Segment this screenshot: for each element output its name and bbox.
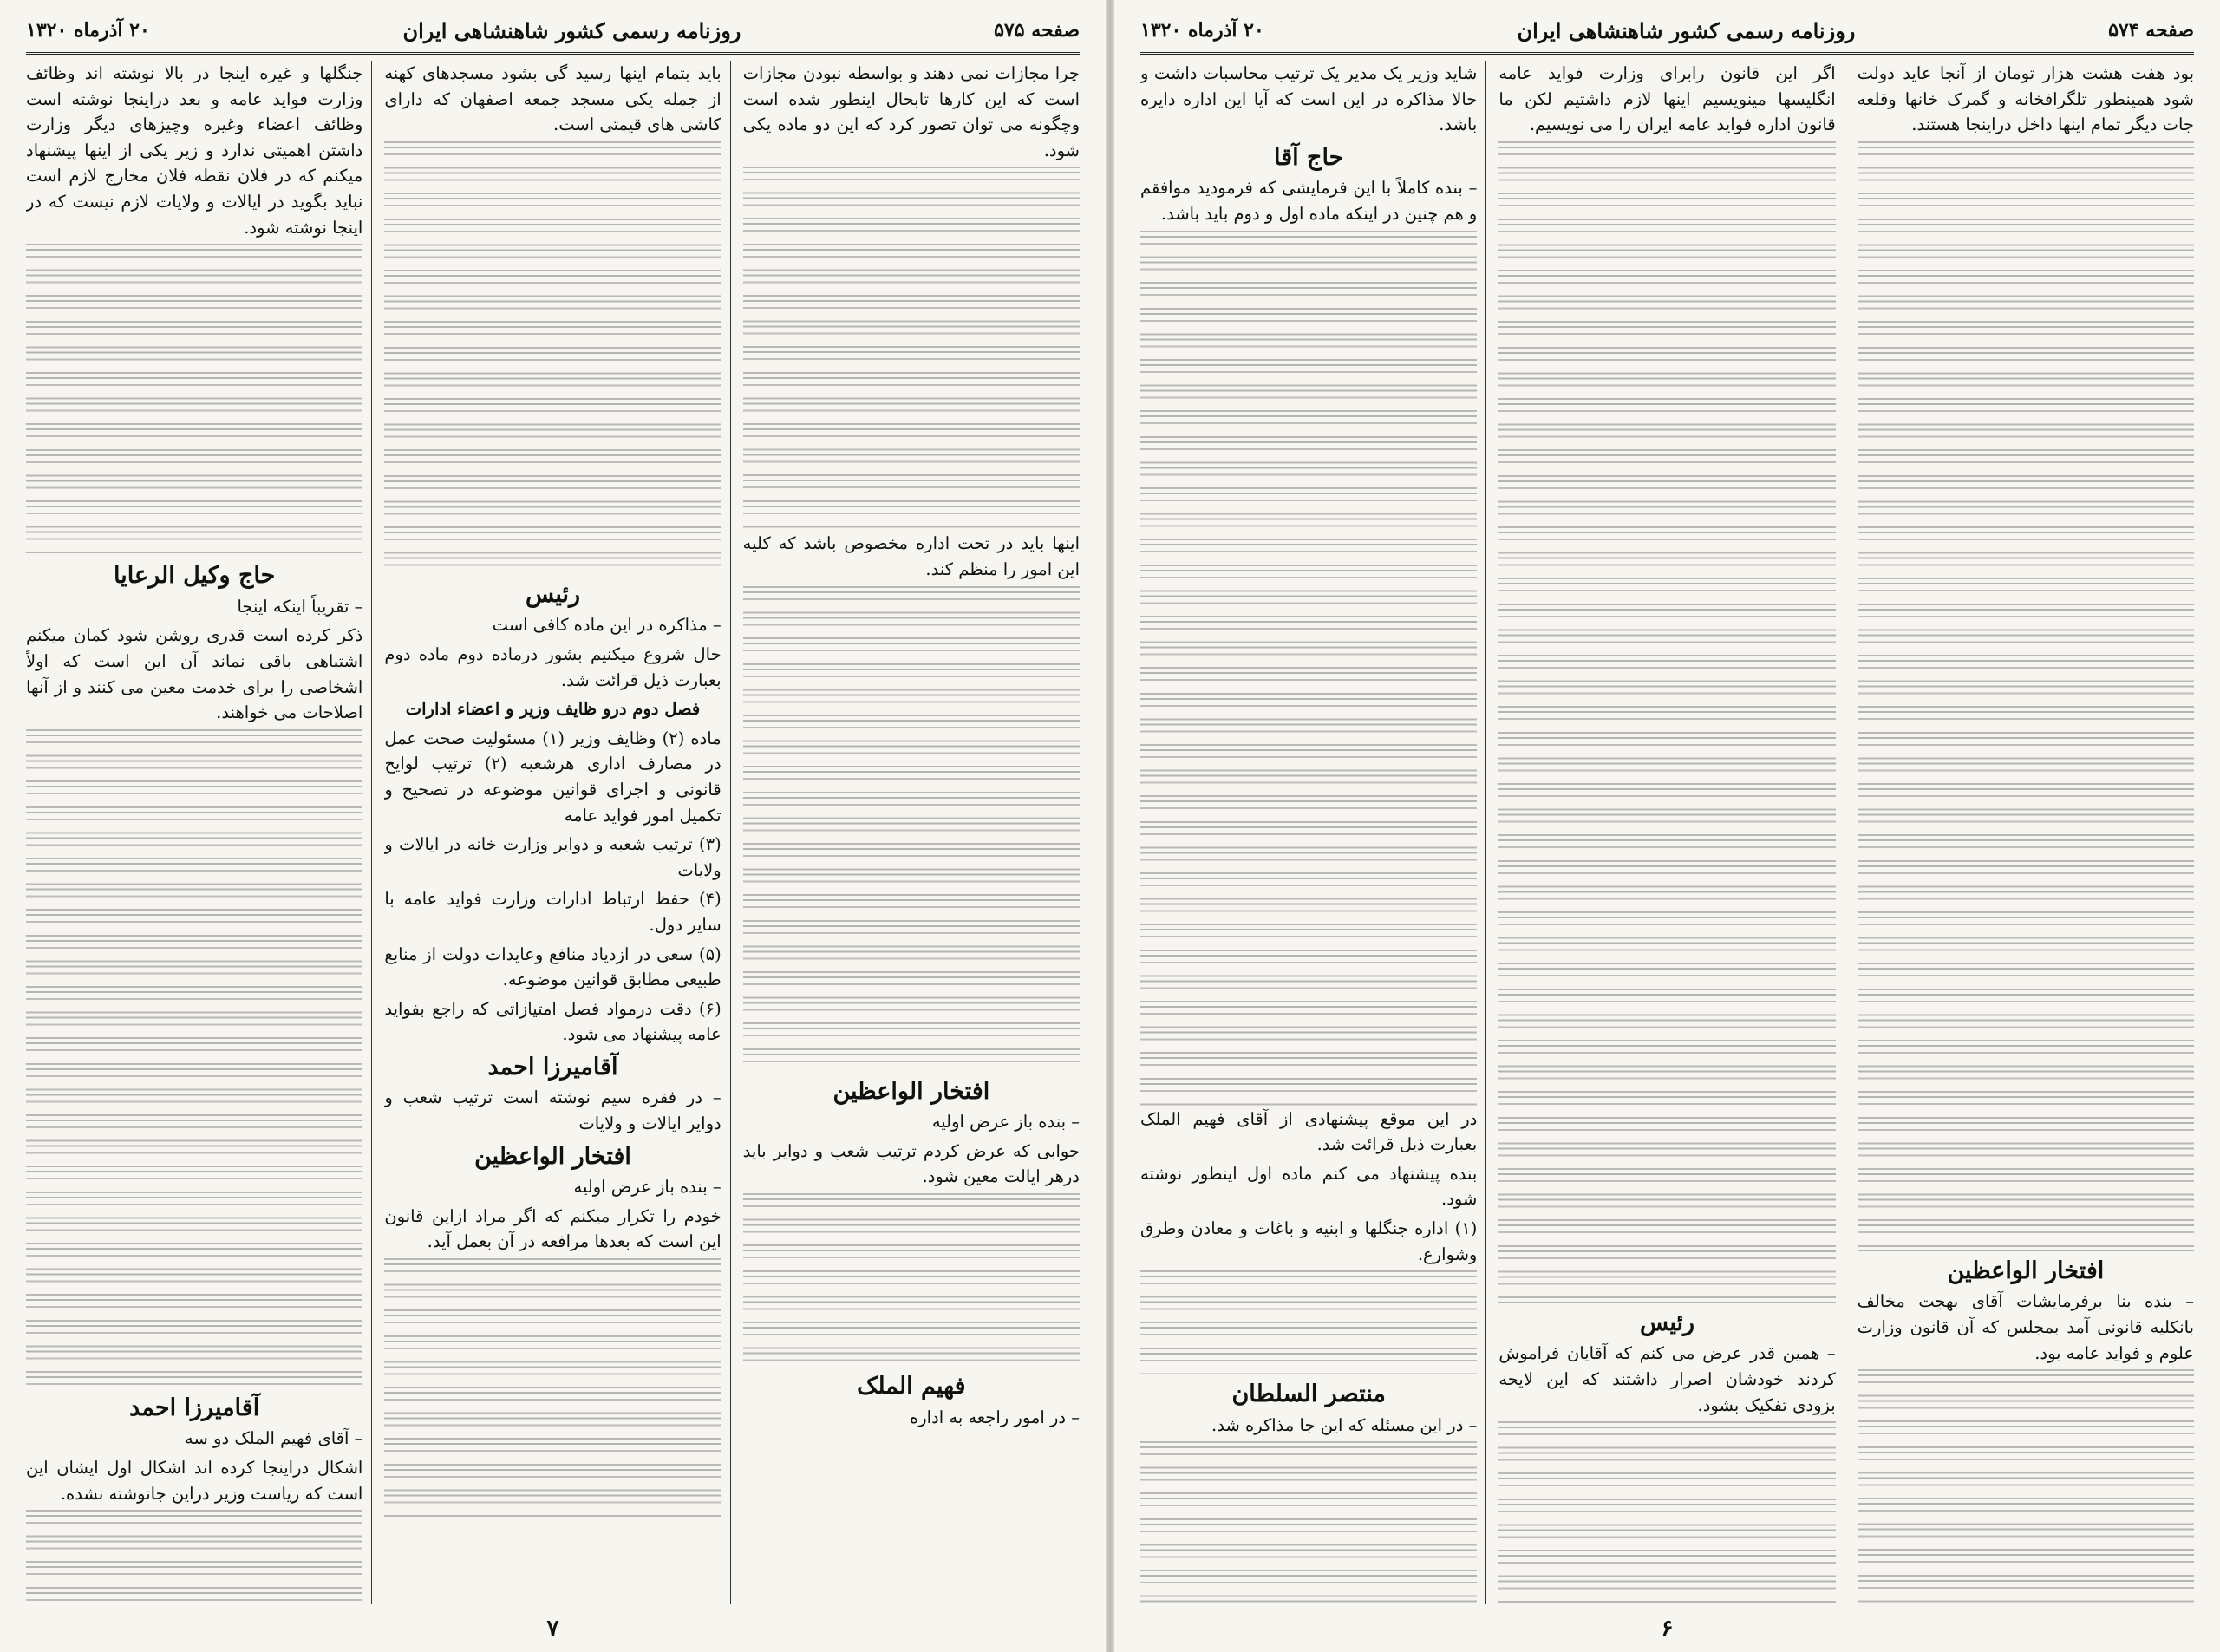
chapter-heading: فصل دوم درو ظایف وزیر و اعضاء ادارات xyxy=(405,699,701,720)
speaker-remark: – آقای فهیم الملک دو سه xyxy=(185,1428,363,1449)
article-item: (۳) ترتیب شعبه و دوایر وزارت خانه در ایالات و ولایات xyxy=(384,834,722,880)
speaker-heading: رئیس xyxy=(525,580,581,608)
newspaper-title: روزنامه رسمی کشور شاهنشاهی ایران xyxy=(402,17,741,43)
text-body xyxy=(743,167,1080,531)
speaker-heading: حاج آقا xyxy=(1273,143,1344,171)
text-body xyxy=(1140,1270,1477,1374)
text-body xyxy=(1858,141,2194,1251)
speaker-remark: – بنده باز عرض اولیه xyxy=(931,1112,1080,1133)
column-3 xyxy=(1140,61,1486,1604)
text-body xyxy=(1498,1421,1835,1604)
page-number: صفحه ۵۷۴ xyxy=(2108,19,2194,42)
text-body xyxy=(1498,141,1835,1303)
column-1 xyxy=(743,61,1080,1604)
page-header xyxy=(1140,9,2194,55)
text-body xyxy=(1140,231,1477,1107)
speaker-heading: افتخار الواعظین xyxy=(474,1142,631,1170)
text-body xyxy=(1858,1369,2194,1604)
text-body xyxy=(26,729,362,1388)
speaker-remark: – در این مسئله که این جا مذاکره شد. xyxy=(1211,1414,1478,1435)
speaker-remark: – تقریباً اینکه اینجا xyxy=(237,596,363,617)
column-2 xyxy=(1498,61,1845,1604)
paragraph: بود هفت هشت هزار تومان از آنجا عاید دولت شود همینطور تلگرافخانه و گمرک خانها وقلعه جات دیگر تمام اینها داخل دراینجا هستند. xyxy=(1857,63,2194,135)
text-body xyxy=(1140,1441,1477,1604)
speaker-remark: – بنده باز عرض اولیه xyxy=(573,1177,722,1198)
speaker-heading: افتخار الواعظین xyxy=(832,1077,990,1105)
binding-gutter xyxy=(1106,0,1114,1652)
speaker-heading: فهیم الملک xyxy=(857,1372,966,1400)
issue-date: ۲۰ آذرماه ۱۳۲۰ xyxy=(1140,19,1264,42)
paragraph: حال شروع میکنیم بشور درماده دوم ماده دوم بعبارت ذیل قرائت شد. xyxy=(384,643,722,690)
article-item: (۶) دقت درمواد فصل امتیازاتی که راجع بفواید عامه پیشنهاد می شود. xyxy=(384,998,722,1045)
speaker-heading: منتصر السلطان xyxy=(1231,1381,1386,1408)
speaker-remark: – همین قدر عرض می کنم که آقایان فراموش کردند خودشان اصرار داشتند که این لایحه بزودی تفکیک بشود. xyxy=(1498,1343,1836,1415)
paragraph: در این موقع پیشنهادی از آقای فهیم الملک بعبارت ذیل قرائت شد. xyxy=(1140,1108,1478,1155)
column-3 xyxy=(26,61,372,1604)
paragraph: اشکال دراینجا کرده اند اشکال اول ایشان این است که ریاست وزیر دراین جانوشته نشده. xyxy=(26,1457,363,1504)
paragraph: جنگلها و غیره اینجا در بالا نوشته اند وظائف وزارت فواید عامه و بعد دراینجا نوشته است وظائف اعضاء وغیره وچیزهای دیگر وزارت داشتن اهمیتی ندارد و زیر یکی از اینها پیشنهاد میکنم که در فلان نقطه فلان مخارج لازم است نباید بگوید در ایالات و ولایات لازم نیست که در اینجا نوشته شود. xyxy=(26,63,363,238)
speaker-heading: رئیس xyxy=(1639,1309,1695,1336)
column-2 xyxy=(384,61,730,1604)
article-item: (۴) حفظ ارتباط ادارات وزارت فواید عامه با سایر دول. xyxy=(384,889,722,935)
text-body xyxy=(384,141,721,575)
speaker-remark: – در فقره سیم نوشته است ترتیب شعب و دوایر ایالات و ولایات xyxy=(384,1087,722,1134)
page-number: صفحه ۵۷۵ xyxy=(994,19,1080,42)
speaker-heading: افتخار الواعظین xyxy=(1947,1257,2105,1284)
folio-number: ۷ xyxy=(546,1616,559,1642)
text-columns xyxy=(1140,61,2194,1604)
newspaper-page-left xyxy=(0,0,1106,1652)
paragraph: ذکر کرده است قدری روشن شود کمان میکنم اشتباهی باقی نماند آن این است که اولاً اشخاصی را برای خدمت معین می کنند و از آنها اصلاحات می خواهند. xyxy=(26,625,363,723)
speaker-remark: – در امور راجعه به اداره xyxy=(910,1407,1080,1427)
text-body xyxy=(26,244,362,556)
text-body xyxy=(743,1193,1080,1367)
newspaper-title: روزنامه رسمی کشور شاهنشاهی ایران xyxy=(1517,17,1856,43)
speaker-remark: – مذاکره در این ماده کافی است xyxy=(492,615,722,636)
newspaper-page-right xyxy=(1114,0,2220,1652)
speaker-remark: – بنده کاملاً با این فرمایشی که فرمودید موافقم و هم چنین در اینکه ماده اول و دوم باید باشد. xyxy=(1140,178,1478,224)
page-header xyxy=(26,9,1080,55)
article-text: ماده (۲) وظایف وزیر (۱) مسئولیت صحت عمل در مصارف اداری هرشعبه (۲) ترتیب لوایح قانونی و اجرای قوانین موضوعه در تصحیح و تکمیل امور فواید عامه xyxy=(384,728,722,826)
paragraph: بنده پیشنهاد می کنم ماده اول اینطور نوشته شود. xyxy=(1140,1163,1478,1210)
paragraph: اگر این قانون رابرای وزارت فواید عامه انگلیسها مینویسیم اینها لازم داشتیم لکن ما قانون اداره فواید عامه ایران را می نویسیم. xyxy=(1498,63,1836,135)
text-columns xyxy=(26,61,1080,1604)
speaker-remark: – بنده بنا برفرمایشات آقای بهجت مخالف بانکلیه قانونی آمد بمجلس که آن قانون وزارت علوم و فواید عامه بود. xyxy=(1857,1291,2194,1363)
article-item: (۱) اداره جنگلها و ابنیه و باغات و معادن وطرق وشوارع. xyxy=(1140,1218,1478,1264)
paragraph: باید بتمام اینها رسید گی بشود مسجدهای کهنه از جمله یکی مسجد جمعه اصفهان که دارای کاشی های قیمتی است. xyxy=(384,63,722,135)
speaker-heading: حاج وکیل الرعایا xyxy=(114,562,276,590)
speaker-heading: آقامیرزا احمد xyxy=(487,1053,618,1081)
folio-number: ۶ xyxy=(1661,1616,1674,1642)
paragraph: چرا مجازات نمی دهند و بواسطه نبودن مجازات است که این کارها تابحال اینطور شده است وچگونه می توان تصور کرد که این دو ماده یکی شود. xyxy=(742,63,1080,160)
paragraph: جوابی که عرض کردم ترتیب شعب و دوایر باید درهر ایالت معین شود. xyxy=(742,1140,1080,1187)
paragraph: اینها باید در تحت اداره مخصوص باشد که کلیه این امور را منظم کند. xyxy=(742,533,1080,579)
issue-date: ۲۰ آذرماه ۱۳۲۰ xyxy=(26,19,150,42)
text-body xyxy=(384,1258,721,1518)
paragraph: خودم را تکرار میکنم که اگر مراد ازاین قانون این است که بعدها مرافعه در آن بعمل آید. xyxy=(384,1205,722,1252)
speaker-heading: آقامیرزا احمد xyxy=(129,1394,260,1421)
text-body xyxy=(743,586,1080,1072)
column-1 xyxy=(1858,61,2194,1604)
paragraph: شاید وزیر یک مدیر یک ترتیب محاسبات داشت و حالا مذاکره در این است که آیا این اداره دایره باشد. xyxy=(1140,63,1478,135)
article-item: (۵) سعی در ازدیاد منافع وعایدات دولت از منابع طبیعی مطابق قوانین موضوعه. xyxy=(384,944,722,990)
text-body xyxy=(26,1510,362,1604)
